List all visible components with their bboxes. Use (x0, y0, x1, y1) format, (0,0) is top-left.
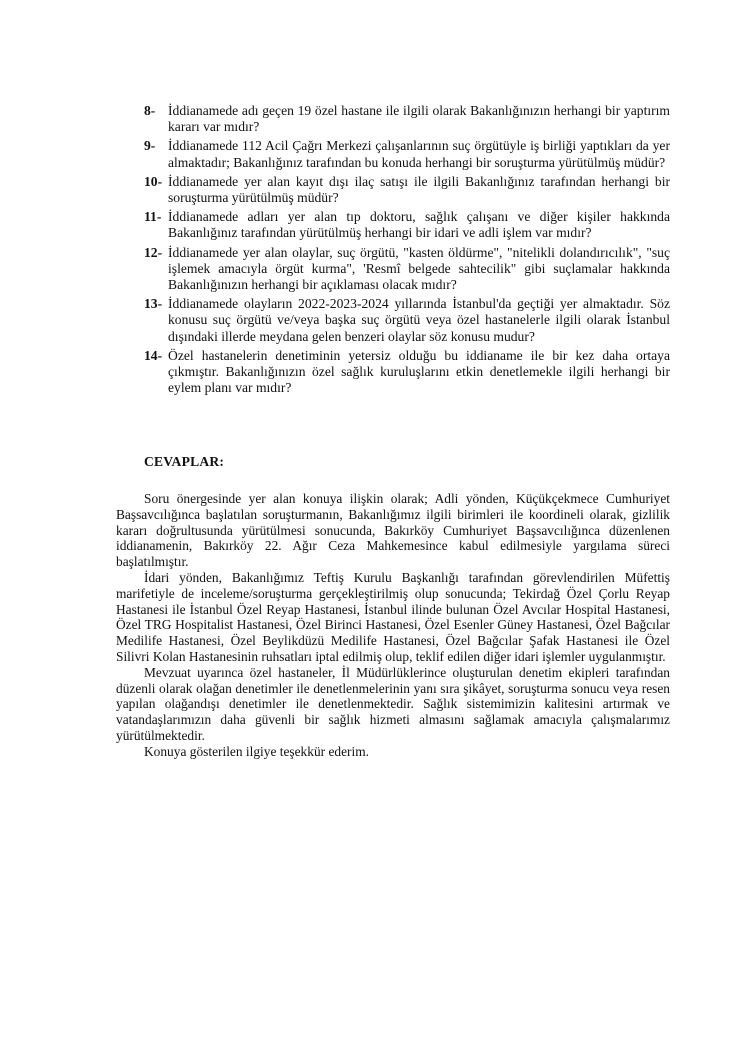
answers-body (116, 491, 670, 760)
answers-heading: CEVAPLAR: (144, 454, 225, 469)
question-text: İddianamede 112 Acil Çağrı Merkezi çalışanlarının suç örgütüyle iş birliği yaptıkları da yer almaktadır; Bakanlığınız tarafından bu konuda herhangi bir soruşturma yürütülmüş müdür? (168, 138, 670, 170)
question-text: İddianamede olayların 2022-2023-2024 yıllarında İstanbul'da geçtiği yer almaktadır. Söz konusu suç örgütü ve/veya başka suç örgütü veya özel hastanelerle ilgili olarak İstanbul dışındaki illerde meydana gelen benzeri olaylar söz konusu mudur? (168, 296, 670, 344)
question-text: İddianamede adları yer alan tıp doktoru, sağlık çalışanı ve diğer kişiler hakkında Bakanlığınız tarafından yürütülmüş herhangi bir idari ve adli işlem var mıdır? (168, 209, 670, 241)
closing-paragraph: Konuya gösterilen ilgiye teşekkür ederim. (144, 743, 369, 759)
question-item (144, 296, 670, 345)
question-number: 14- (144, 347, 163, 363)
question-item (144, 174, 670, 206)
question-text: Özel hastanelerin denetiminin yetersiz olduğu bu iddianame ile bir kez daha ortaya çıkmıştır. Bakanlığınızın özel sağlık kuruluşlarını etkin denetlemekle ilgili herhangi bir eylem planı var mıdır? (168, 347, 670, 396)
question-number: 11- (144, 209, 162, 225)
question-text: İddianamede adı geçen 19 özel hastane ile ilgili olarak Bakanlığınızın herhangi bir yaptırım kararı var mıdır? (168, 103, 670, 135)
question-number: 8- (144, 103, 156, 118)
question-list (144, 103, 670, 399)
question-number: 12- (144, 244, 163, 260)
question-item (144, 245, 670, 294)
question-number: 13- (144, 296, 163, 312)
question-text: İddianamede yer alan olaylar, suç örgütü, "kasten öldürme", "nitelikli dolandırıcılık", "suç işlemek amacıyla örgüt kurma", 'Resmî belgede sahtecilik" gibi suçlamalar hakkında Bakanlığınızın herhangi bir açıklaması olacak mıdır? (168, 244, 670, 293)
question-item (144, 209, 670, 241)
answer-paragraph: Mevzuat uyarınca özel hastaneler, İl Müdürlüklerince oluşturulan denetim ekipleri tarafından düzenli olarak olağan denetimler ile denetlenmelerinin yanı sıra şikâyet, soruşturma sonucu veya resen yapılan olağandışı denetimler ile denetlenmektedir. Sağlık sistemimizin kalitesini artırmak ve vatandaşlarımızın daha güvenli bir sağlık hizmeti almasını sağlamak amacıyla çalışmalarımız yürütülmektedir. (116, 664, 670, 743)
question-number: 9- (144, 138, 156, 154)
answer-paragraph: İdari yönden, Bakanlığımız Teftiş Kurulu Başkanlığı tarafından görevlendirilen Müfettiş marifetiyle de inceleme/soruşturma gerçekleştirilmiş olup sonucunda; Tekirdağ Özel Çorlu Reyap Hastanesi ile İstanbul Özel Reyap Hastanesi, İstanbul ilinde bulunan Özel Avcılar Hospital Hastanesi, Özel TRG Hospitalist Hastanesi, Özel Birinci Hastanesi, Özel Esenler Güney Hastanesi, Özel Bağcılar Medilife Hastanesi, Özel Beylikdüzü Medilife Hastanesi, Özel Bağcılar Şafak Hastanesi ile Özel Silivri Kolan Hastanesinin ruhsatları iptal edilmiş olup, teklif edilen diğer idari işlemler uygulanmıştır. (116, 569, 670, 664)
answer-paragraph: Soru önergesinde yer alan konuya ilişkin olarak; Adli yönden, Küçükçekmece Cumhuriyet Başsavcılığınca başlatılan soruşturmanın, Bakanlığımız ilgili birimleri ile koordineli olarak, gizlilik kararı doğrultusunda yürütülmesi sonucunda, Bakırköy Cumhuriyet Başsavcılığınca düzenlenen iddianamenin, Bakırköy 22. Ağır Ceza Mahkemesince kabul edilmesiyle yargılama süreci başlatılmıştır. (116, 491, 670, 570)
question-item (144, 103, 670, 135)
question-number: 10- (144, 173, 163, 189)
question-text: İddianamede yer alan kayıt dışı ilaç satışı ile ilgili Bakanlığınız tarafından herhangi bir soruşturma yürütülmüş müdür? (168, 173, 670, 206)
question-item (144, 138, 670, 170)
question-item (144, 348, 670, 397)
